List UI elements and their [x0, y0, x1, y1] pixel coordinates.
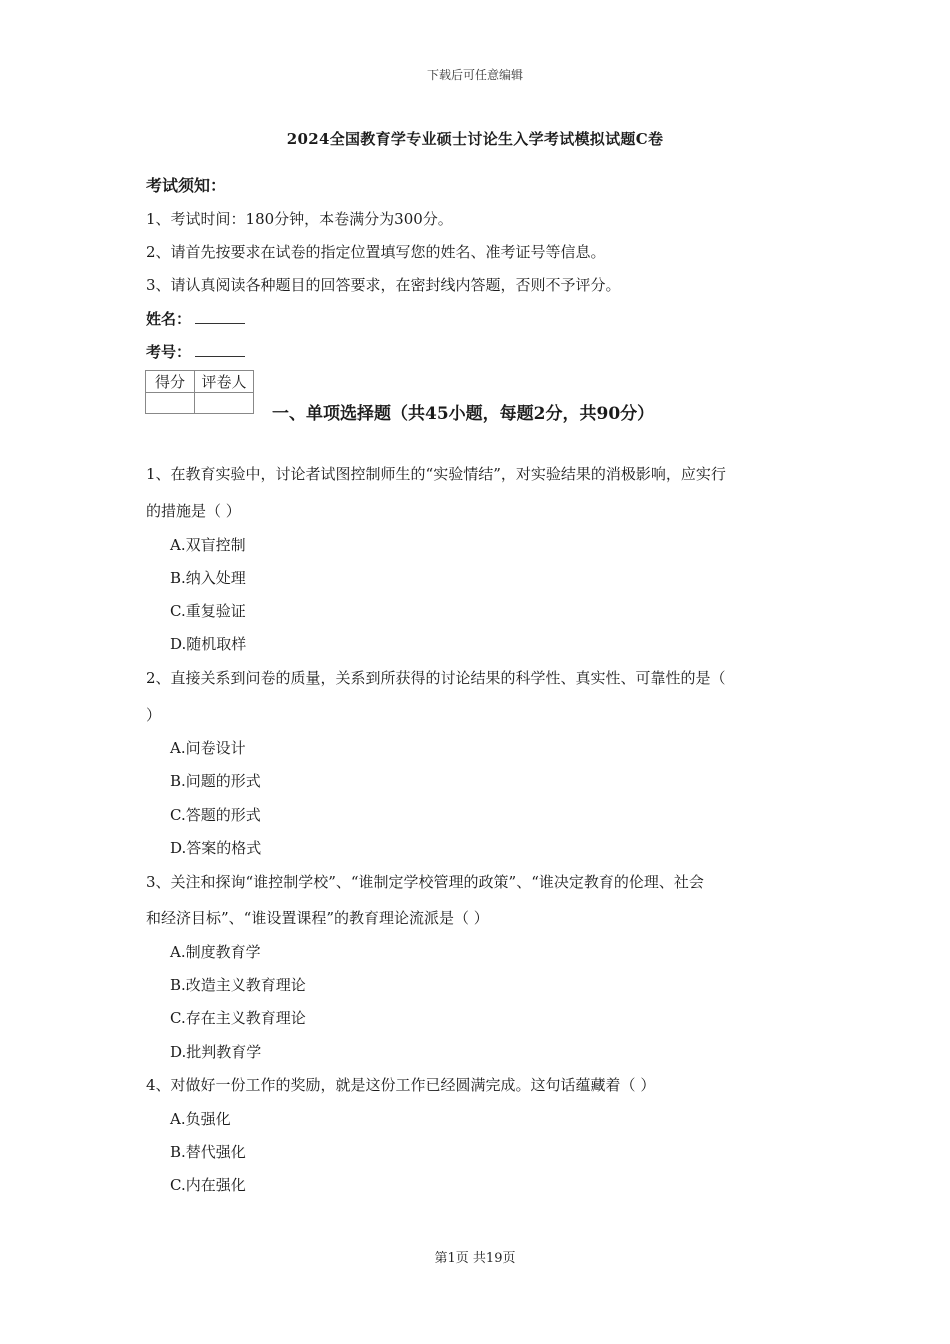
name-label: 姓名：	[146, 310, 192, 328]
option-item: A.制度教育学	[170, 943, 261, 961]
option-item: D.批判教育学	[170, 1043, 262, 1061]
question-text: 1、在教育实验中，讨论者试图控制师生的“实验情结”，对实验结果的消极影响，应实行	[146, 465, 726, 483]
option-item: C.内在强化	[170, 1176, 246, 1194]
notice-item: 3、请认真阅读各种题目的回答要求，在密封线内答题，否则不予评分。	[146, 276, 621, 294]
document-title: 2024全国教育学专业硕士讨论生入学考试模拟试题C卷	[286, 130, 664, 148]
option-item: B.纳入处理	[170, 569, 246, 587]
grader-cell[interactable]	[195, 393, 254, 414]
option-item: D.答案的格式	[170, 839, 262, 857]
option-item: D.随机取样	[170, 635, 247, 653]
option-item: C.存在主义教育理论	[170, 1009, 306, 1027]
question-text: ）	[146, 706, 162, 724]
grader-header: 评卷人	[195, 371, 254, 393]
id-field	[146, 341, 245, 362]
option-item: C.重复验证	[170, 602, 246, 620]
option-item: C.答题的形式	[170, 806, 261, 824]
question-text: 和经济目标”、“谁设置课程”的教育理论流派是（ ）	[146, 909, 489, 927]
name-blank[interactable]	[195, 309, 245, 324]
option-item: B.替代强化	[170, 1143, 246, 1161]
id-blank[interactable]	[195, 342, 245, 357]
id-label: 考号：	[146, 343, 192, 361]
score-header: 得分	[146, 371, 195, 393]
section-title: 一、单项选择题（共45小题，每题2分，共90分）	[272, 404, 655, 424]
question-text: 的措施是（ ）	[146, 502, 241, 520]
page-number: 第1页 共19页	[434, 1251, 516, 1266]
notice-item: 1、考试时间：180分钟，本卷满分为300分。	[146, 210, 453, 228]
score-table	[145, 370, 254, 414]
option-item: B.改造主义教育理论	[170, 976, 306, 994]
option-item: B.问题的形式	[170, 772, 261, 790]
option-item: A.负强化	[170, 1110, 231, 1128]
header-note: 下载后可任意编辑	[426, 68, 523, 82]
question-text: 2、直接关系到问卷的质量，关系到所获得的讨论结果的科学性、真实性、可靠性的是（	[146, 669, 726, 687]
option-item: A.问卷设计	[170, 739, 246, 757]
question-text: 4、对做好一份工作的奖励，就是这份工作已经圆满完成。这句话蕴藏着（ ）	[146, 1076, 656, 1094]
notice-heading: 考试须知：	[146, 176, 227, 195]
score-cell[interactable]	[146, 393, 195, 414]
question-text: 3、关注和探询“谁控制学校”、“谁制定学校管理的政策”、“谁决定教育的伦理、社会	[146, 873, 704, 891]
name-field	[146, 308, 245, 329]
notice-item: 2、请首先按要求在试卷的指定位置填写您的姓名、准考证号等信息。	[146, 243, 606, 261]
option-item: A.双盲控制	[170, 536, 246, 554]
